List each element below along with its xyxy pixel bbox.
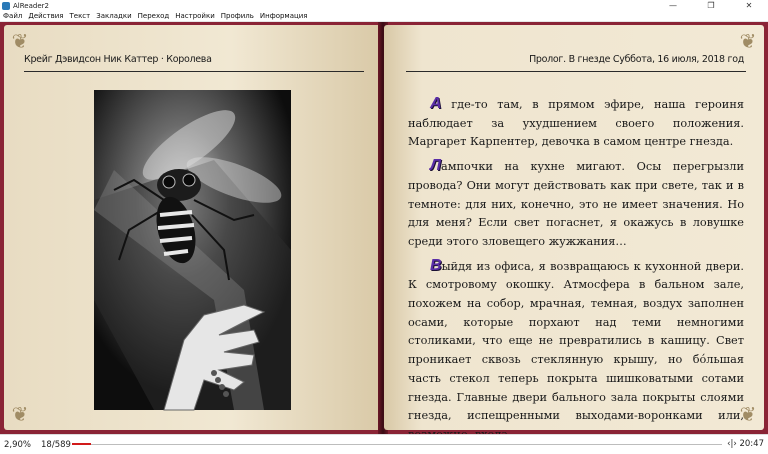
drop-cap: А xyxy=(430,95,442,112)
corner-flourish-icon: ❦ xyxy=(739,402,757,426)
menu-actions[interactable]: Действия xyxy=(28,12,64,20)
corner-flourish-icon: ❦ xyxy=(11,29,29,53)
right-page-header: Пролог. В гнезде Суббота, 16 июля, 2018 год xyxy=(529,54,744,65)
progress-track[interactable] xyxy=(72,444,722,445)
reader-area[interactable] xyxy=(0,22,768,434)
book-illustration xyxy=(94,90,291,410)
title-bar xyxy=(0,0,768,11)
window-controls xyxy=(654,0,768,11)
header-divider xyxy=(24,71,364,72)
paragraph-text: ыйдя из офиса, я возвращаюсь к кухонной двери. К смотровому окошку. Атмосфера в бальном зале, похожем на собор, мрачная, темная, воздух заполнен осами, которые порхают над теми немногими столиками, что еще не превратились в кашицу. Свет проникает сквозь стеклянную крышу, но бóльшая часть стекол теперь покрыта шишковатыми сотами гнезда. Главные двери бального зала покрыты слоями гнезда, испещренными выходами-воронками или, xyxy=(408,259,744,423)
left-page[interactable] xyxy=(4,25,382,430)
corner-flourish-icon: ❦ xyxy=(739,29,757,53)
menu-bar xyxy=(0,11,768,22)
paragraph-text: где-то там, в прямом эфире, наша героиня наблюдает за ухудшением своего положения. Маргарет Карпентер, девочка в самом центре гнезда. xyxy=(408,98,744,149)
paragraph xyxy=(408,157,744,252)
right-page[interactable] xyxy=(384,25,764,430)
left-page-header: Крейг Дэвидсон Ник Каттер · Королева xyxy=(24,54,212,65)
corner-flourish-icon: ❦ xyxy=(11,402,29,426)
reading-percent: 2,90% xyxy=(4,439,32,450)
drop-cap: В xyxy=(430,256,442,274)
paragraph xyxy=(408,257,744,445)
menu-settings[interactable]: Настройки xyxy=(175,12,215,20)
wasp-hand-illustration xyxy=(94,90,291,410)
window-title: AlReader2 xyxy=(13,1,49,10)
close-button[interactable]: ✕ xyxy=(745,1,753,10)
alreader-icon xyxy=(2,2,10,10)
page-counter[interactable]: 18/589 xyxy=(41,439,71,450)
chapter-text xyxy=(408,95,744,450)
maximize-button[interactable]: ❐ xyxy=(707,1,715,10)
menu-file[interactable]: Файл xyxy=(3,12,23,20)
menu-info[interactable]: Информация xyxy=(259,12,308,20)
status-bar xyxy=(0,434,768,454)
paragraph xyxy=(408,95,744,152)
header-divider xyxy=(406,71,746,72)
minimize-button[interactable]: — xyxy=(669,1,677,10)
menu-bookmarks[interactable]: Закладки xyxy=(96,12,132,20)
menu-text[interactable]: Текст xyxy=(69,12,91,20)
drop-cap: Л xyxy=(430,157,441,175)
paragraph-text: ампочки на кухне мигают. Осы перегрызли провода? Они могут действовать как при свете, так и в темноте: для них, конечно, это не имеет значения. Но для меня? Если свет погаснет, я окажусь в ловушке среди этого зловещего жужжания… xyxy=(408,160,744,248)
menu-profile[interactable]: Профиль xyxy=(220,12,254,20)
status-clock: ‹|› 20:47 xyxy=(727,439,764,449)
menu-goto[interactable]: Переход xyxy=(137,12,170,20)
progress-fill xyxy=(72,443,91,445)
